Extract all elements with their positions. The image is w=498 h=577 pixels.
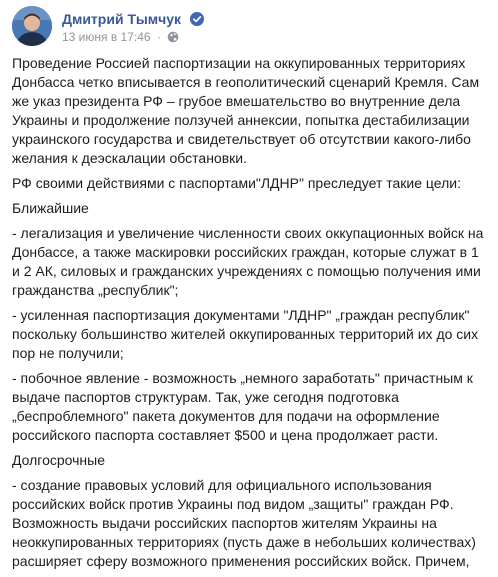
- meta-separator: ·: [156, 30, 161, 44]
- post-meta: [62, 30, 179, 44]
- post-timestamp[interactable]: 13 июня в 17:46: [62, 30, 151, 44]
- post-paragraph: РФ своими действиями с паспортами"ЛДНР" преследует такие цели:: [12, 175, 461, 191]
- post-paragraph: - создание правовых условий для официального использования российских войск против Украины под видом „защиты" граждан РФ. Возможность выдачи российских паспортов жителям Украины на неоккупированных территориях (пусть даже в небольших количествах) расширяет сферу возможного применения российских войск. Причем,: [12, 477, 476, 569]
- author-avatar[interactable]: [12, 6, 52, 46]
- post-body: [12, 54, 490, 577]
- avatar-photo: [12, 6, 52, 46]
- post-paragraph: - усиленная паспортизация документами "ЛДНР" „граждан республик" поскольку большинство жителей оккупированных территорий их до сих пор не получили;: [12, 307, 479, 361]
- post-paragraph: Ближайшие: [12, 200, 89, 216]
- post-paragraph: Проведение Россией паспортизации на оккупированных территориях Донбасса четко вписывается в геополитический сценарий Кремля. Сам же указ президента РФ – грубое вмешательство во внутренние дела Украины и продолжение ползучей аннексии, попытка дестабилизации украинского государства и свидетельствует об отсутствии какого-либо желания к деэскалации обстановки.: [12, 55, 480, 166]
- author-row: [62, 11, 204, 29]
- post-paragraph: - легализация и увеличение численности своих оккупационных войск на Донбассе, а также маскировки российских граждан, которые служат в 1 и 2 АК, силовых и гражданских учреждениях с помощью получения ими гражданства „республик";: [12, 225, 484, 298]
- globe-icon[interactable]: [167, 31, 179, 43]
- post-paragraph: - побочное явление - возможность „немного заработать" причастным к выдаче паспортов структурам. Так, уже сегодня подготовка „беспроблемного" пакета документов для подачи на оформление российского паспорта составляет $500 и цена продолжает расти.: [12, 370, 473, 443]
- verified-badge-icon: [190, 12, 204, 26]
- author-name[interactable]: Дмитрий Тымчук: [62, 11, 182, 27]
- post-paragraph: Долгосрочные: [12, 452, 106, 468]
